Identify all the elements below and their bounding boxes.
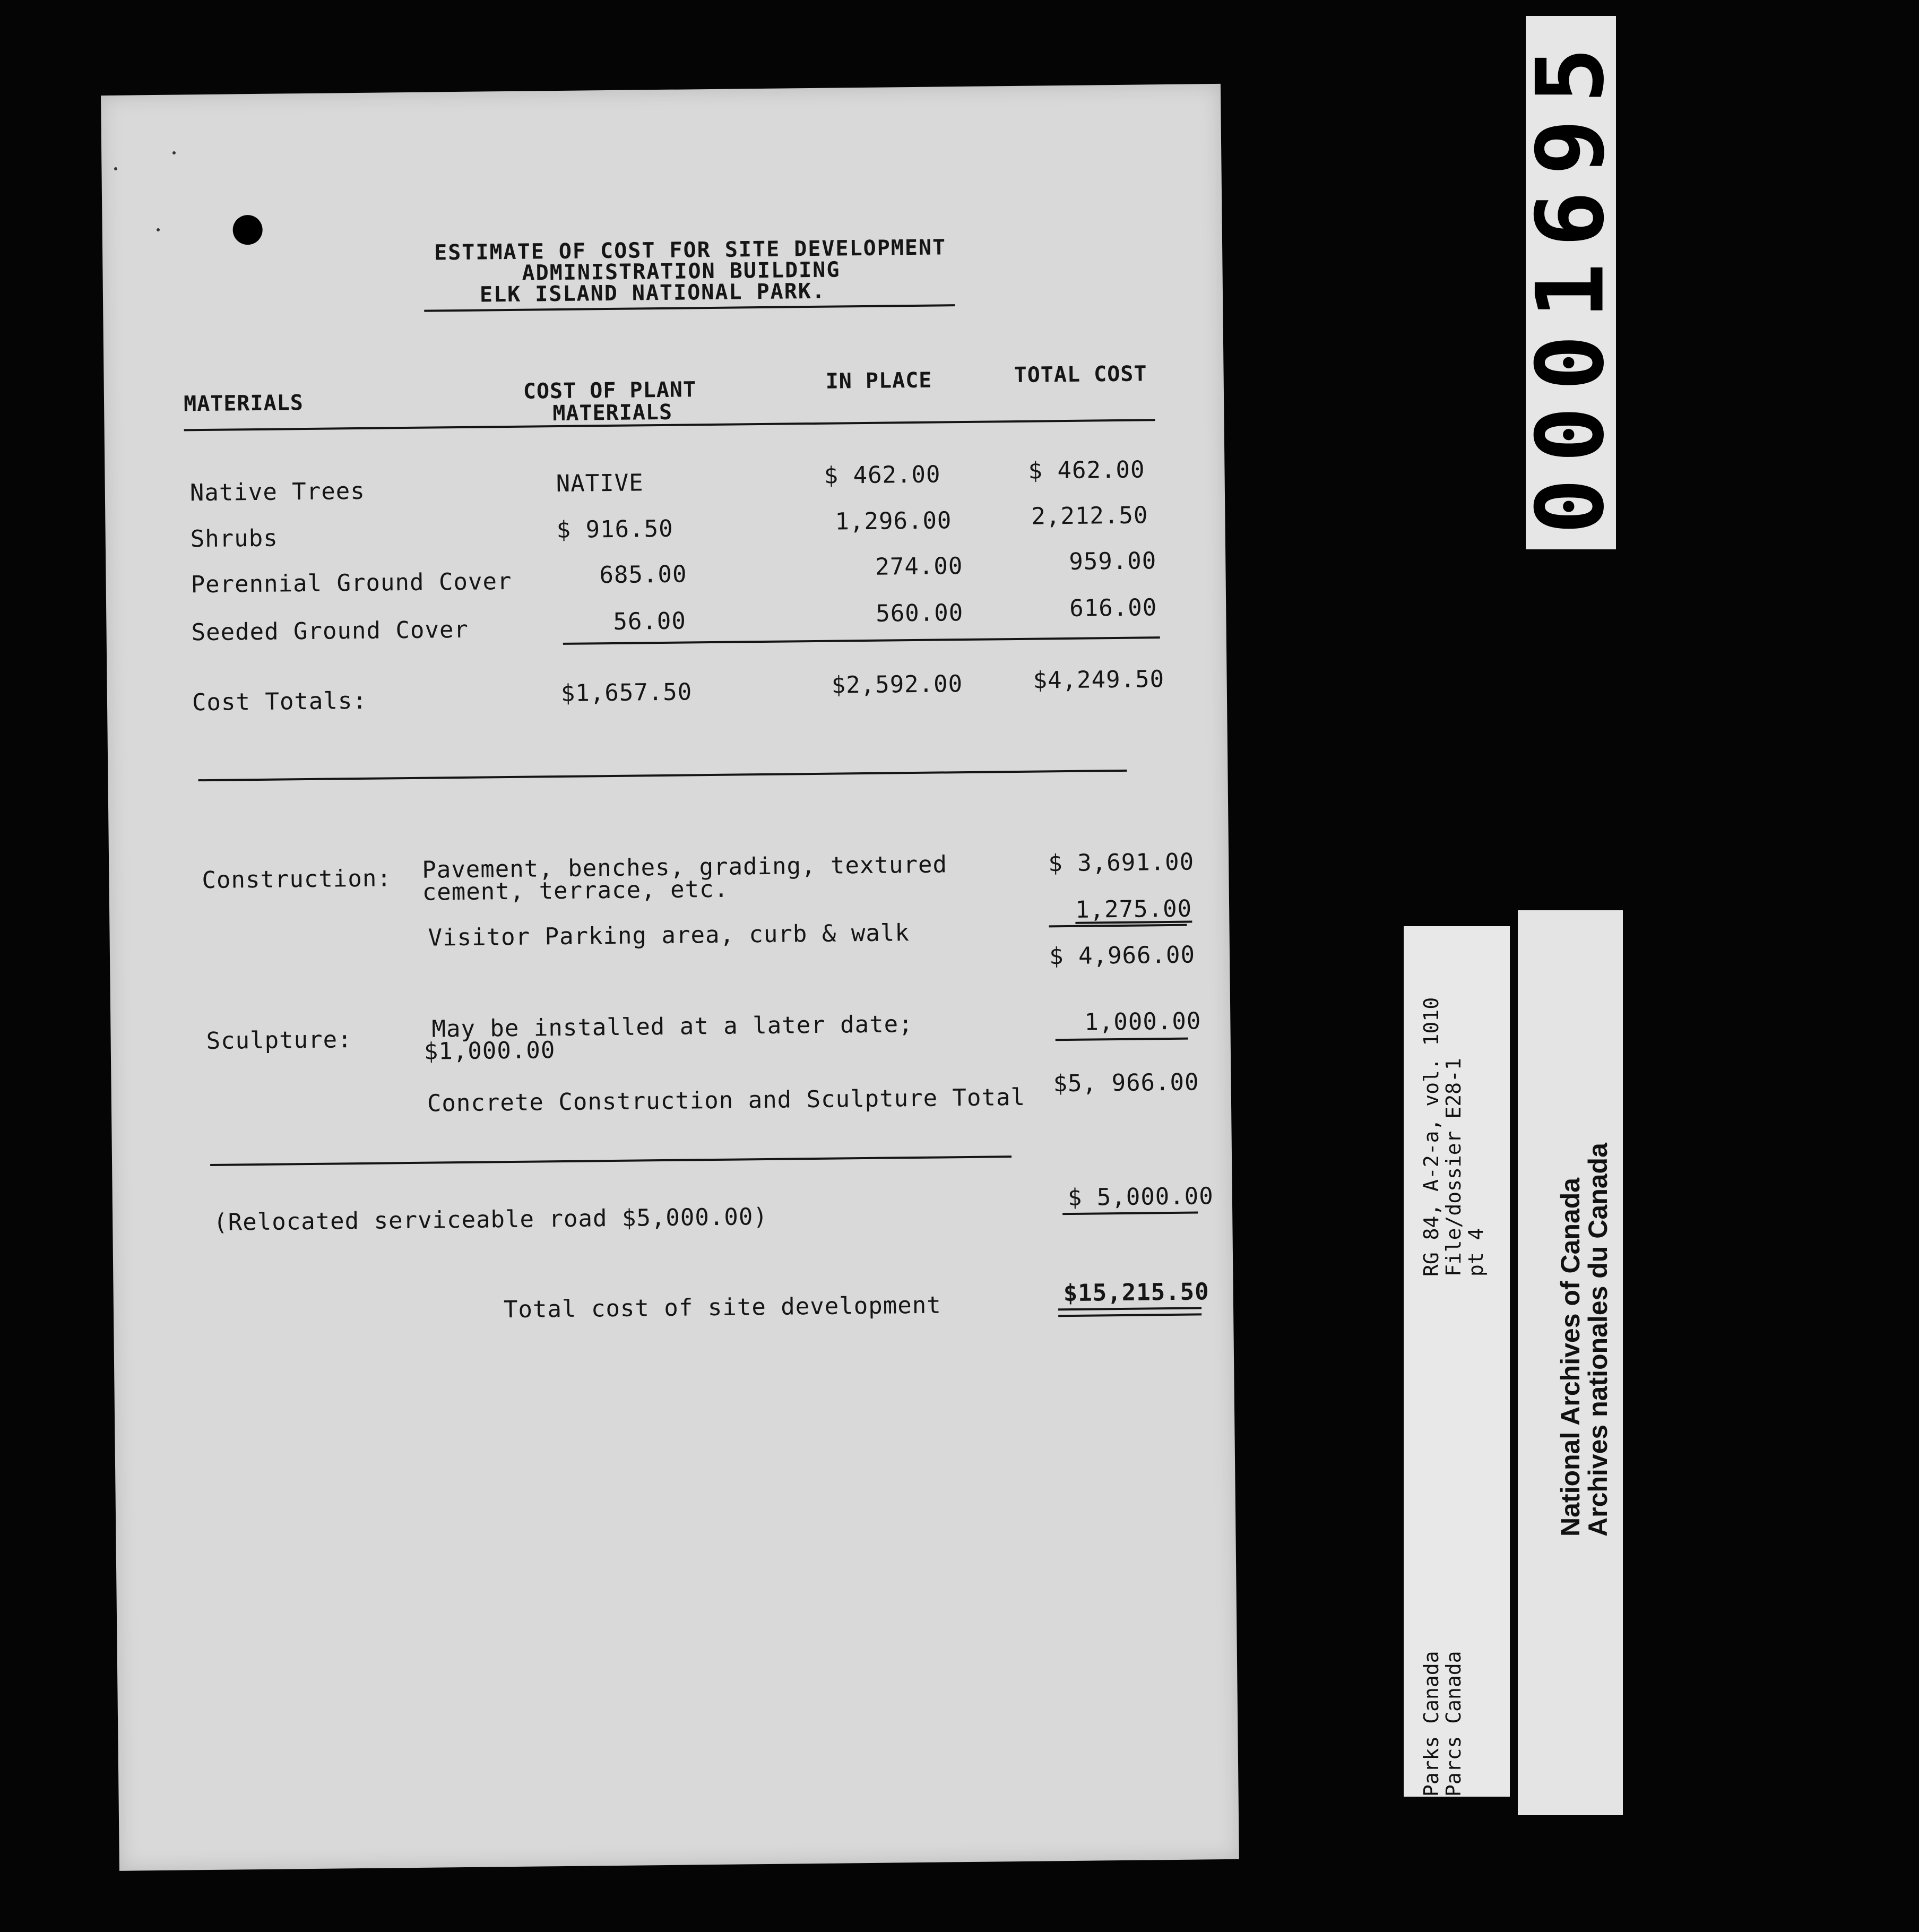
grand-total-rule-2 (1058, 1313, 1201, 1317)
document-page (101, 84, 1239, 1871)
agency-line-2: Parcs Canada (1442, 1651, 1465, 1797)
combined-total-label: Concrete Construction and Sculpture Total (427, 1083, 1026, 1117)
speck (172, 151, 176, 154)
construction-label: Construction: (202, 865, 392, 894)
row-total: $ 462.00 (1028, 456, 1145, 485)
reference-line-1: RG 84, A-2-a, vol. 1010 (1420, 997, 1443, 1276)
agency-line-1: Parks Canada (1420, 1651, 1443, 1797)
construction-item1-line1: Pavement, benches, grading, textured (422, 851, 948, 884)
cost-totals-in-place: $2,592.00 (831, 670, 963, 699)
archives-strip (1518, 910, 1623, 1815)
construction-item2-amount: 1,275.00 (1075, 895, 1192, 924)
grand-total-label: Total cost of site development (503, 1291, 941, 1324)
sculpture-label: Sculpture: (206, 1026, 352, 1055)
speck (157, 228, 160, 231)
row-total: 959.00 (1069, 547, 1157, 575)
archives-line-2: Archives nationales du Canada (1583, 1143, 1613, 1537)
header-total-cost: TOTAL COST (1014, 361, 1147, 388)
title-line-2: ADMINISTRATION BUILDING (522, 257, 841, 286)
row-plant-cost: 56.00 (613, 607, 687, 635)
grand-total-rule-1 (1058, 1307, 1201, 1310)
totals-rule (563, 636, 1160, 645)
sculpture-amount: 1,000.00 (1084, 1007, 1201, 1036)
row-material: Perennial Ground Cover (191, 567, 512, 599)
archives-line-1: National Archives of Canada (1555, 1177, 1585, 1537)
row-plant-cost: 685.00 (599, 560, 687, 589)
road-divider (210, 1155, 1012, 1166)
row-total: 616.00 (1069, 594, 1157, 622)
sculpture-line1: May be installed at a later date; (431, 1011, 913, 1043)
reference-line-2: File/dossier E28-1 (1442, 1058, 1465, 1276)
construction-item1-amount: $ 3,691.00 (1048, 848, 1195, 877)
row-in-place: 1,296.00 (835, 507, 952, 536)
title-line-1: ESTIMATE OF COST FOR SITE DEVELOPMENT (434, 235, 947, 265)
grand-total-amount: $15,215.50 (1063, 1278, 1209, 1307)
file-number: 0001695 (1517, 31, 1625, 534)
sculpture-amount-rule (1056, 1038, 1188, 1041)
header-cost-plant-1: COST OF PLANT (523, 377, 697, 404)
title-line-3: ELK ISLAND NATIONAL PARK. (479, 279, 826, 307)
row-material: Shrubs (190, 524, 278, 553)
cost-totals-total: $4,249.50 (1033, 666, 1165, 694)
row-in-place: $ 462.00 (824, 461, 941, 489)
sculpture-line2: $1,000.00 (423, 1037, 556, 1065)
construction-amount-rule (1049, 924, 1187, 928)
row-in-place: 274.00 (875, 553, 963, 581)
cost-totals-label: Cost Totals: (192, 687, 368, 717)
punch-hole (232, 215, 263, 245)
road-label: (Relocated serviceable road $5,000.00) (213, 1203, 768, 1236)
road-amount: $ 5,000.00 (1067, 1183, 1214, 1212)
cost-totals-plant: $1,657.50 (560, 678, 693, 707)
construction-subtotal: $ 4,966.00 (1049, 941, 1196, 970)
section-divider (198, 770, 1127, 781)
construction-item2: Visitor Parking area, curb & walk (428, 919, 910, 952)
header-materials: MATERIALS (183, 391, 304, 417)
row-plant-cost: NATIVE (556, 469, 644, 498)
reference-strip (1404, 926, 1510, 1797)
row-plant-cost: $ 916.50 (556, 515, 673, 544)
row-material: Seeded Ground Cover (191, 616, 469, 646)
speck (114, 167, 117, 170)
header-in-place: IN PLACE (825, 368, 932, 394)
combined-total-amount: $5, 966.00 (1053, 1068, 1199, 1098)
road-amount-rule (1062, 1211, 1198, 1215)
header-cost-plant-2: MATERIALS (552, 400, 673, 426)
file-number-strip (1517, 16, 1625, 549)
reference-line-3: pt 4 (1464, 1228, 1488, 1276)
construction-item1-line2: cement, terrace, etc. (422, 875, 729, 906)
row-in-place: 560.00 (876, 599, 964, 627)
row-total: 2,212.50 (1031, 502, 1148, 530)
row-material: Native Trees (189, 477, 365, 507)
